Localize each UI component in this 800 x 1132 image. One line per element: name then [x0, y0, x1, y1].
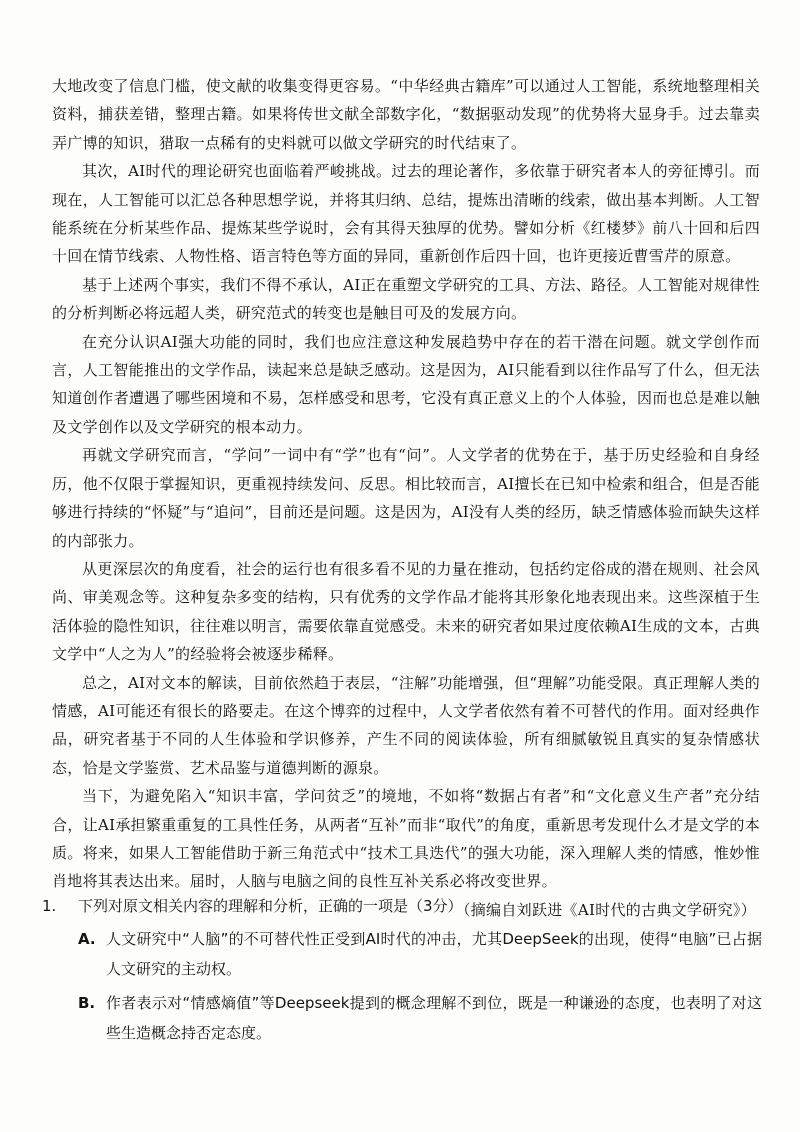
question-text: 下列对原文相关内容的理解和分析，正确的一项是（3分） — [78, 897, 463, 915]
passage-paragraph-6: 从更深层次的角度看，社会的运行也有很多看不见的力量在推动，包括约定俗成的潜在规则、社会风尚、审美观念等。这种复杂多变的结构，只有优秀的文学作品才能将其形象化地表现出来。这些深植于生活体验的隐性知识，往往难以明言，需要依靠直觉感受。未来的研究者如果过度依赖AI生成的文本，古典文学中“人之为人”的经验将会被逐步稀释。 — [52, 559, 760, 664]
question-1 — [42, 892, 762, 1048]
option-letter: A. — [78, 930, 96, 948]
option-a[interactable] — [78, 924, 762, 984]
passage-paragraph-1: 大地改变了信息门槛，使文献的收集变得更容易。“中华经典古籍库”可以通过人工智能，系统地整理相关资料，捕获差错，整理古籍。如果将传世文献全部数字化，“数据驱动发现”的优势将大显身手。过去靠卖弄广博的知识，猎取一点稀有的史料就可以做文学研究的时代结束了。 — [52, 77, 760, 152]
passage-paragraph-3: 基于上述两个事实，我们不得不承认，AI正在重塑文学研究的工具、方法、路径。人工智能对规律性的分析判断必将远超人类，研究范式的转变也是触目可及的发展方向。 — [52, 275, 760, 323]
option-letter: B. — [78, 994, 96, 1012]
question-stem — [42, 892, 762, 920]
passage-paragraph-7: 总之，AI对文本的解读，目前依然趋于表层，“注解”功能增强，但“理解”功能受限。真正理解人类的情感，AI可能还有很长的路要走。在这个博弈的过程中，人文学者依然有着不可替代的作用。面对经典作品，研究者基于不同的人生体验和学识修养，产生不同的阅读体验，所有细腻敏锐且真实的复杂情感状态，恰是文学鉴赏、艺术品鉴与道德判断的源泉。 — [52, 673, 760, 777]
passage-paragraph-2: 其次，AI时代的理论研究也面临着严峻挑战。过去的理论著作，多依靠于研究者本人的旁征博引。而现在，人工智能可以汇总各种思想学说，并将其归纳、总结，提炼出清晰的线索，做出基本判断。人工智能系统在分析某些作品、提炼某些学说时，会有其得天独厚的优势。譬如分析《红楼梦》前八十回和后四十回在情节线索、人物性格、语言特色等方面的异同，重新创作后四十回，也许更接近曹雪芹的原意。 — [52, 162, 760, 266]
option-b[interactable] — [78, 988, 762, 1048]
option-text: 作者表示对“情感熵值”等Deepseek提到的概念理解不到位，既是一种谦逊的态度，也表明了对这些生造概念持否定态度。 — [106, 994, 762, 1042]
question-number: 1. — [42, 897, 57, 915]
passage-paragraph-4: 在充分认识AI强大功能的同时，我们也应注意这种发展趋势中存在的若干潜在问题。就文学创作而言，人工智能推出的文学作品，读起来总是缺乏感动。这是因为，AI只能看到以往作品写了什么，但无法知道创作者遭遇了哪些困境和不易，怎样感受和思考，它没有真正意义上的个人体验，因而也总是难以触及文学创作以及文学研究的根本动力。 — [52, 332, 760, 436]
reading-passage — [52, 72, 760, 924]
option-text: 人文研究中“人脑”的不可替代性正受到AI时代的冲击，尤其DeepSeek的出现，使得“电脑”已占据人文研究的主动权。 — [106, 930, 762, 978]
passage-paragraph-5: 再就文学研究而言，“学问”一词中有“学”也有“问”。人文学者的优势在于，基于历史经验和自身经历，他不仅限于掌握知识，更重视持续发问、反思。相比较而言，AI擅长在已知中检索和组合，但是否能够进行持续的“怀疑”与“追问”，目前还是问题。这是因为，AI没有人类的经历，缺乏情感体验而缺失这样的内部张力。 — [52, 446, 760, 550]
passage-paragraph-8: 当下，为避免陷入“知识丰富，学问贫乏”的境地，不如将“数据占有者”和“文化意义生产者”充分结合，让AI承担繁重重复的工具性任务，从两者“互补”而非“取代”的角度，重新思考发现什么才是文学的本质。将来，如果人工智能借助于新三角范式中“技术工具迭代”的强大功能，深入理解人类的情感，惟妙惟肖地将其表达出来。届时，人脑与电脑之间的良性互补关系必将改变世界。 — [52, 787, 760, 891]
passage-source: （摘编自刘跃进《AI时代的古典文学研究》） — [455, 900, 756, 919]
